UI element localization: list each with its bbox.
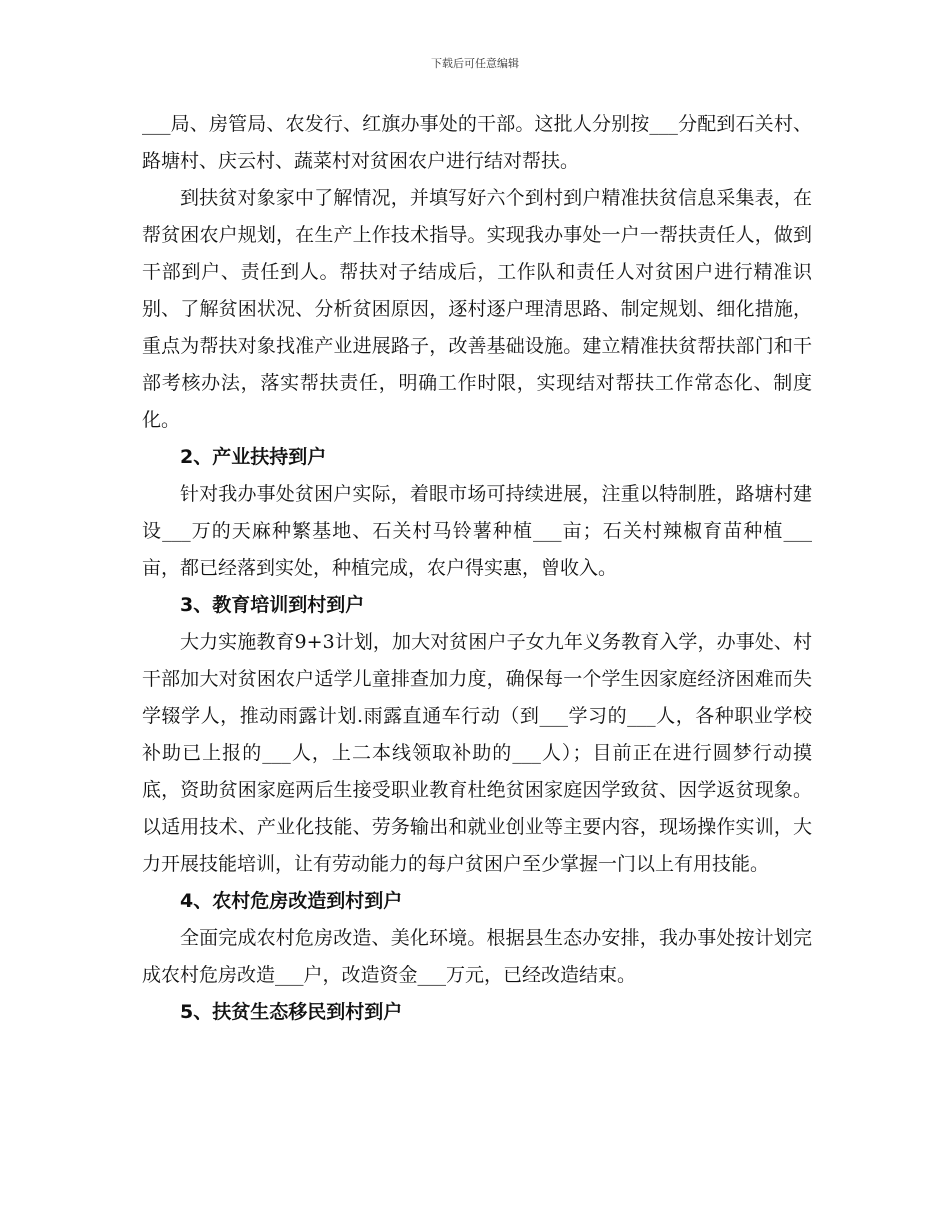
heading-ecological-relocation: 5、扶贫生态移民到村到户	[180, 1001, 403, 1023]
paragraph-household-visits: 到扶贫对象家中了解情况，并填写好六个到村到户精准扶贫信息采集表，在帮贫困农户规划，在生产上作技术指导。实现我办事处一户一帮扶责任人，做到干部到户、责任到人。帮扶对子结成后，工作队和责任人对贫困户进行精准识别、了解贫困状况、分析贫困原因，逐村逐户理清思路、制定规划、细化措施，重点为帮扶对象找准产业进展路子，改善基础设施。建立精准扶贫帮扶部门和干部考核办法，落实帮扶责任，明确工作时限，实现结对帮扶工作常态化、制度化。	[142, 187, 812, 431]
paragraph-industry-support: 针对我办事处贫困户实际，着眼市场可持续进展，注重以特制胜，路塘村建设___万的天麻种繁基地、石关村马铃薯种植___亩；石关村辣椒育苗种植___亩，都已经落到实处，种植完成，农户得实惠，曾收入。	[142, 483, 812, 579]
page-header: 下载后可任意编辑	[431, 57, 519, 70]
heading-housing-renovation: 4、农村危房改造到村到户	[180, 890, 403, 912]
heading-industry-support: 2、产业扶持到户	[180, 446, 327, 468]
paragraph-cadres-assignment: ___局、房管局、农发行、红旗办事处的干部。这批人分别按___分配到石关村、路塘村、庆云村、蔬菜村对贫困农户进行结对帮扶。	[142, 113, 812, 172]
heading-education-training: 3、教育培训到村到户	[180, 594, 365, 616]
paragraph-housing-renovation: 全面完成农村危房改造、美化环境。根据县生态办安排，我办事处按计划完成农村危房改造___户，改造资金___万元，已经改造结束。	[142, 927, 812, 986]
paragraph-education-training: 大力实施教育9+3计划，加大对贫困户子女九年义务教育入学，办事处、村干部加大对贫困农户适学儿童排查加力度，确保每一个学生因家庭经济困难而失学辍学人，推动雨露计划.雨露直通车行动（到___学习的___人，各种职业学校补助已上报的___人，上二本线领取补助的___人）；目前正在进行圆梦行动摸底，资助贫困家庭两后生接受职业教育杜绝贫困家庭因学致贫、因学返贫现象。以适用技术、产业化技能、劳务输出和就业创业等主要内容，现场操作实训，大力开展技能培训，让有劳动能力的每户贫困户至少掌握一门以上有用技能。	[142, 631, 812, 875]
document-body	[142, 106, 812, 1031]
